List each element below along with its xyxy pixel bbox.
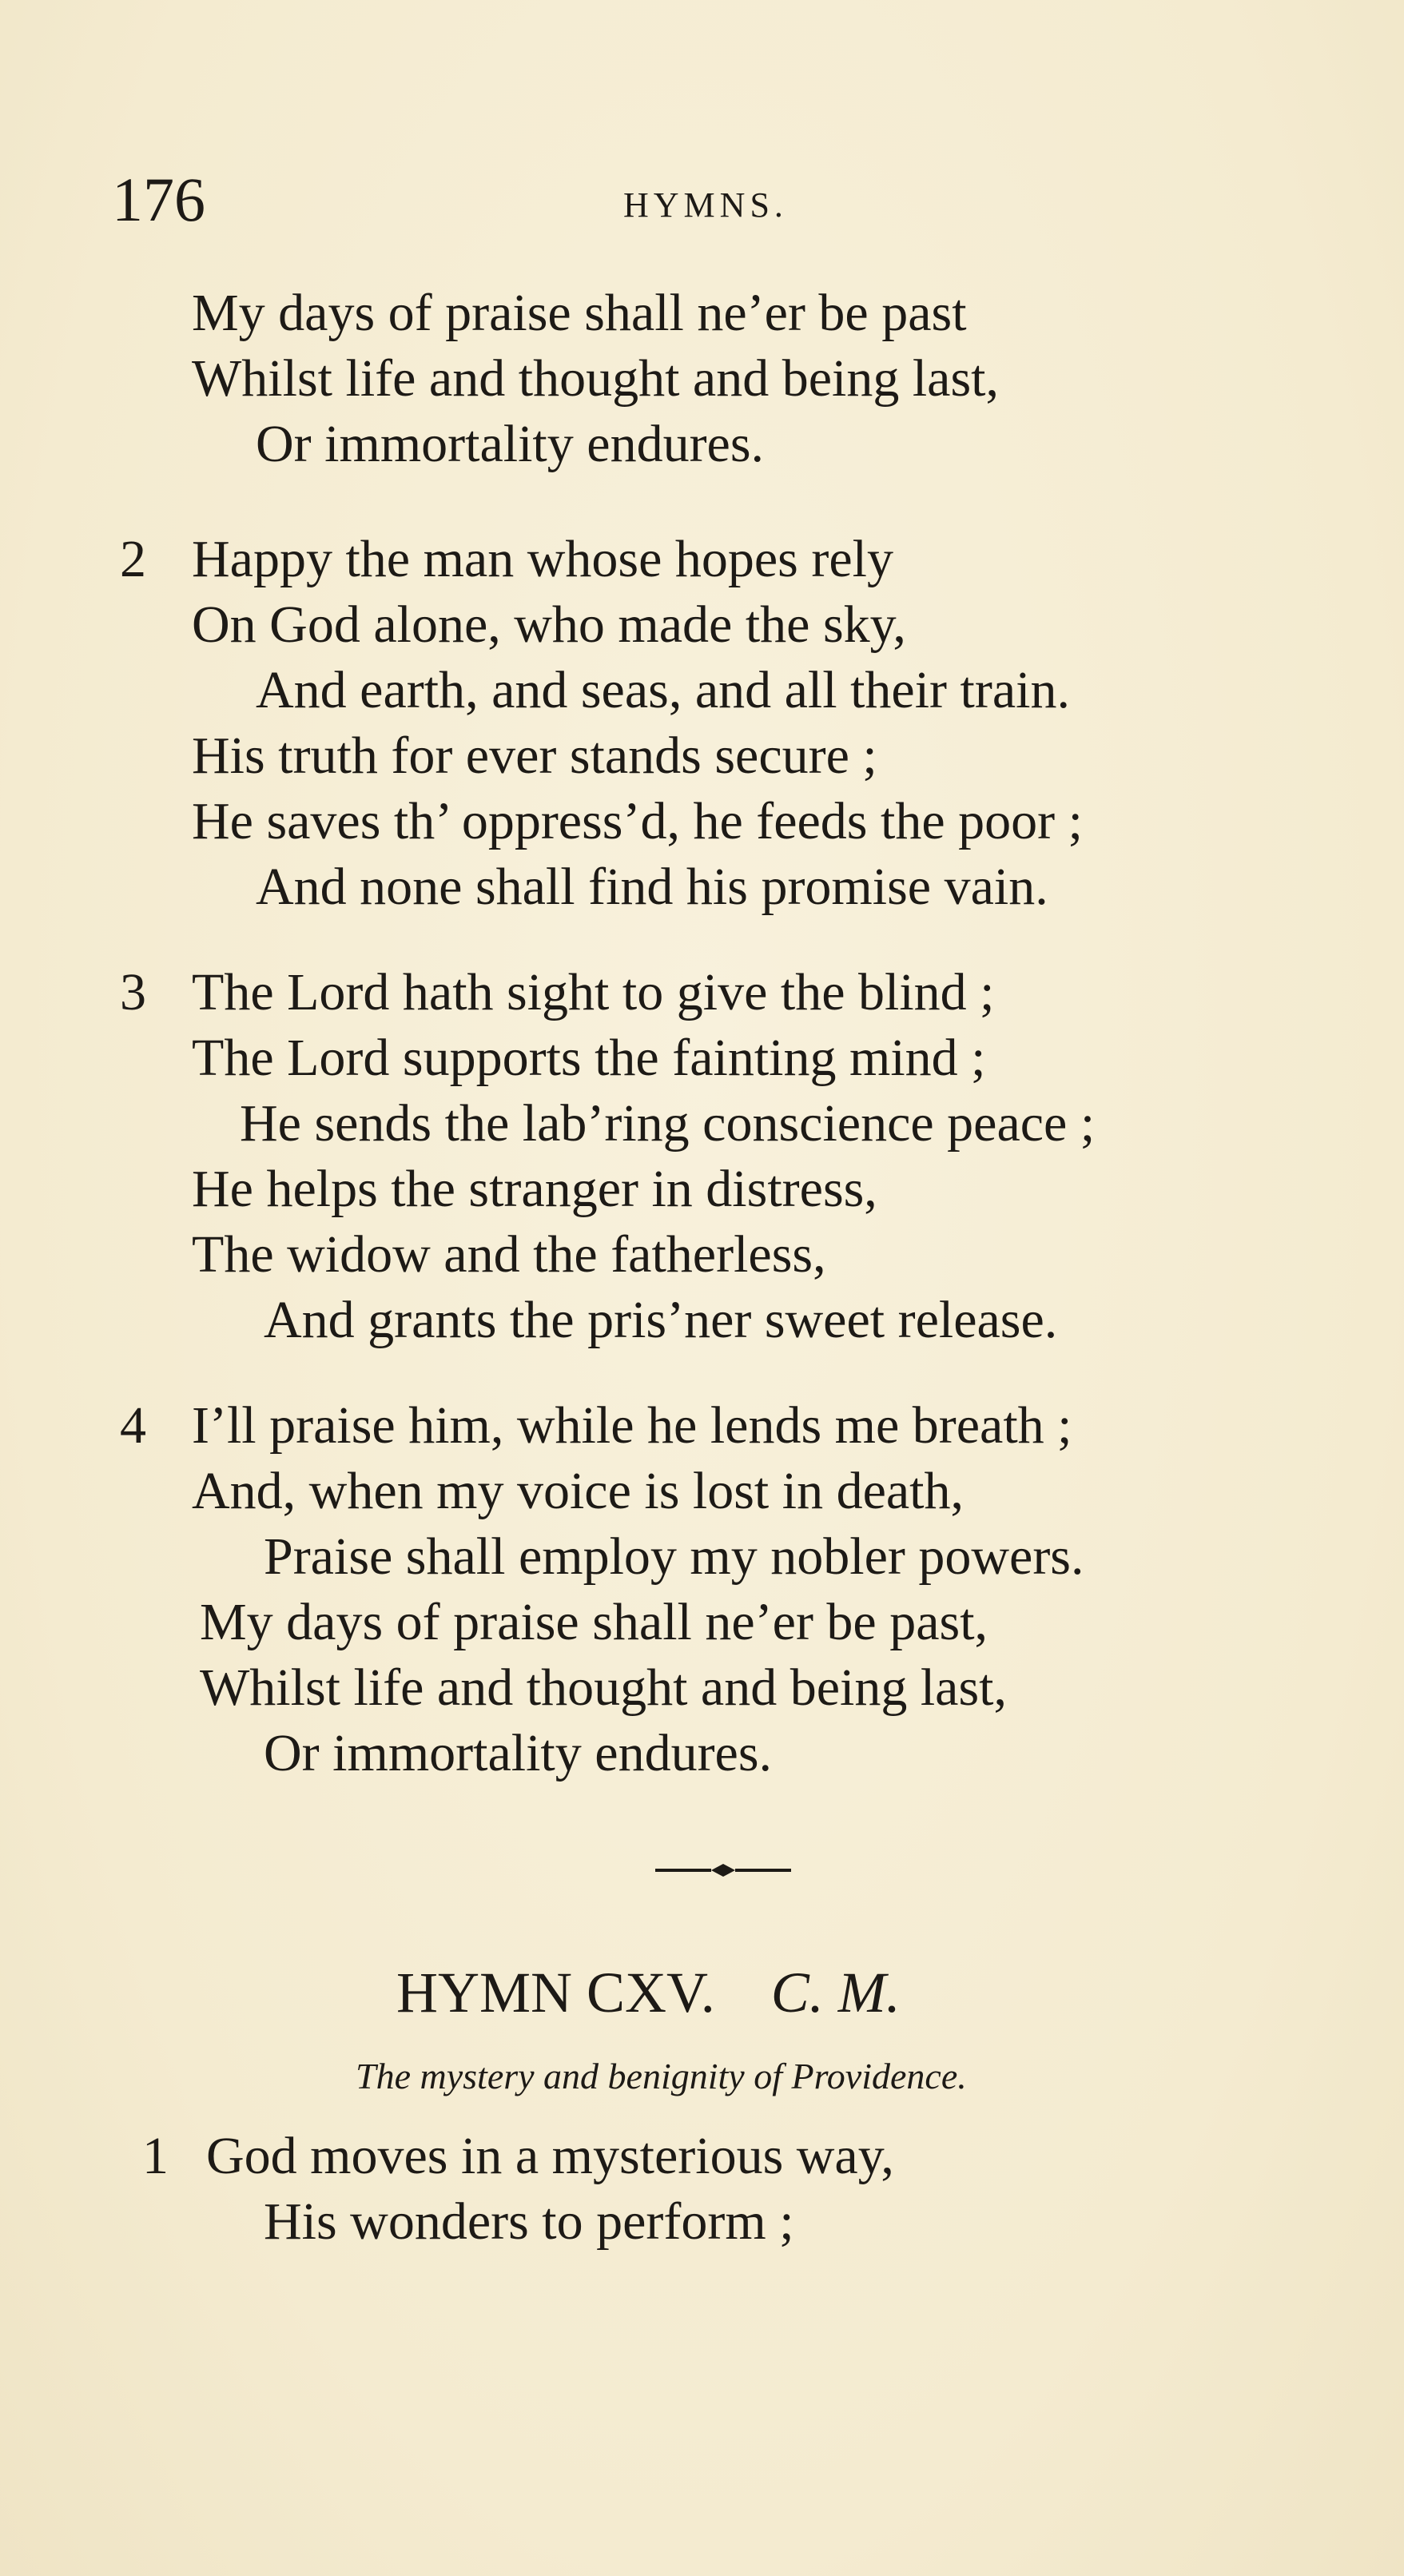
verse-line: My days of praise shall ne’er be past (192, 284, 967, 342)
verse-line: The widow and the fatherless, (192, 1225, 826, 1284)
verse-line: My days of praise shall ne’er be past, (200, 1593, 988, 1651)
verse-line: The Lord hath sight to give the blind ; (192, 963, 995, 1021)
hymn-meter: C. M. (770, 1961, 901, 2025)
verse-line: Whilst life and thought and being last, (192, 349, 999, 408)
verse-line: His truth for ever stands secure ; (192, 727, 877, 785)
stanza-number: 4 (120, 1396, 146, 1455)
verse-line: And earth, and seas, and all their train. (256, 661, 1070, 719)
verse-line: Or immortality endures. (264, 1724, 773, 1782)
verse-line: And none shall find his promise vain. (256, 858, 1048, 916)
verse-line: God moves in a mysterious way, (206, 2127, 894, 2185)
running-title: HYMNS. (623, 185, 788, 225)
verse-line: Praise shall employ my nobler powers. (264, 1527, 1084, 1586)
verse-line: And grants the pris’ner sweet release. (264, 1291, 1058, 1349)
stanza-number: 1 (142, 2127, 169, 2185)
stanza-number: 2 (120, 530, 146, 588)
ornament-divider (655, 1858, 791, 1882)
verse-line: He helps the stranger in distress, (192, 1160, 877, 1218)
hymn-title: HYMN CXV. (396, 1961, 715, 2025)
verse-line: The Lord supports the fainting mind ; (192, 1029, 986, 1087)
verse-line: Or immortality endures. (256, 415, 765, 473)
hymn-heading (396, 1957, 901, 2029)
verse-line: He saves th’ oppress’d, he feeds the poor ; (192, 792, 1083, 850)
verse-line: I’ll praise him, while he lends me breath ; (192, 1396, 1072, 1455)
stanza-number: 3 (120, 963, 146, 1021)
verse-line: He sends the lab’ring conscience peace ; (240, 1094, 1096, 1153)
verse-line: And, when my voice is lost in death, (192, 1462, 965, 1520)
running-head (112, 164, 1231, 236)
verse-line: Happy the man whose hopes rely (192, 530, 893, 588)
verse-line: On God alone, who made the sky, (192, 595, 906, 654)
page-number: 176 (112, 165, 205, 234)
hymn-subtitle: The mystery and benignity of Providence. (356, 2056, 967, 2096)
verse-line: His wonders to perform ; (264, 2192, 794, 2251)
verse-line: Whilst life and thought and being last, (200, 1658, 1007, 1717)
